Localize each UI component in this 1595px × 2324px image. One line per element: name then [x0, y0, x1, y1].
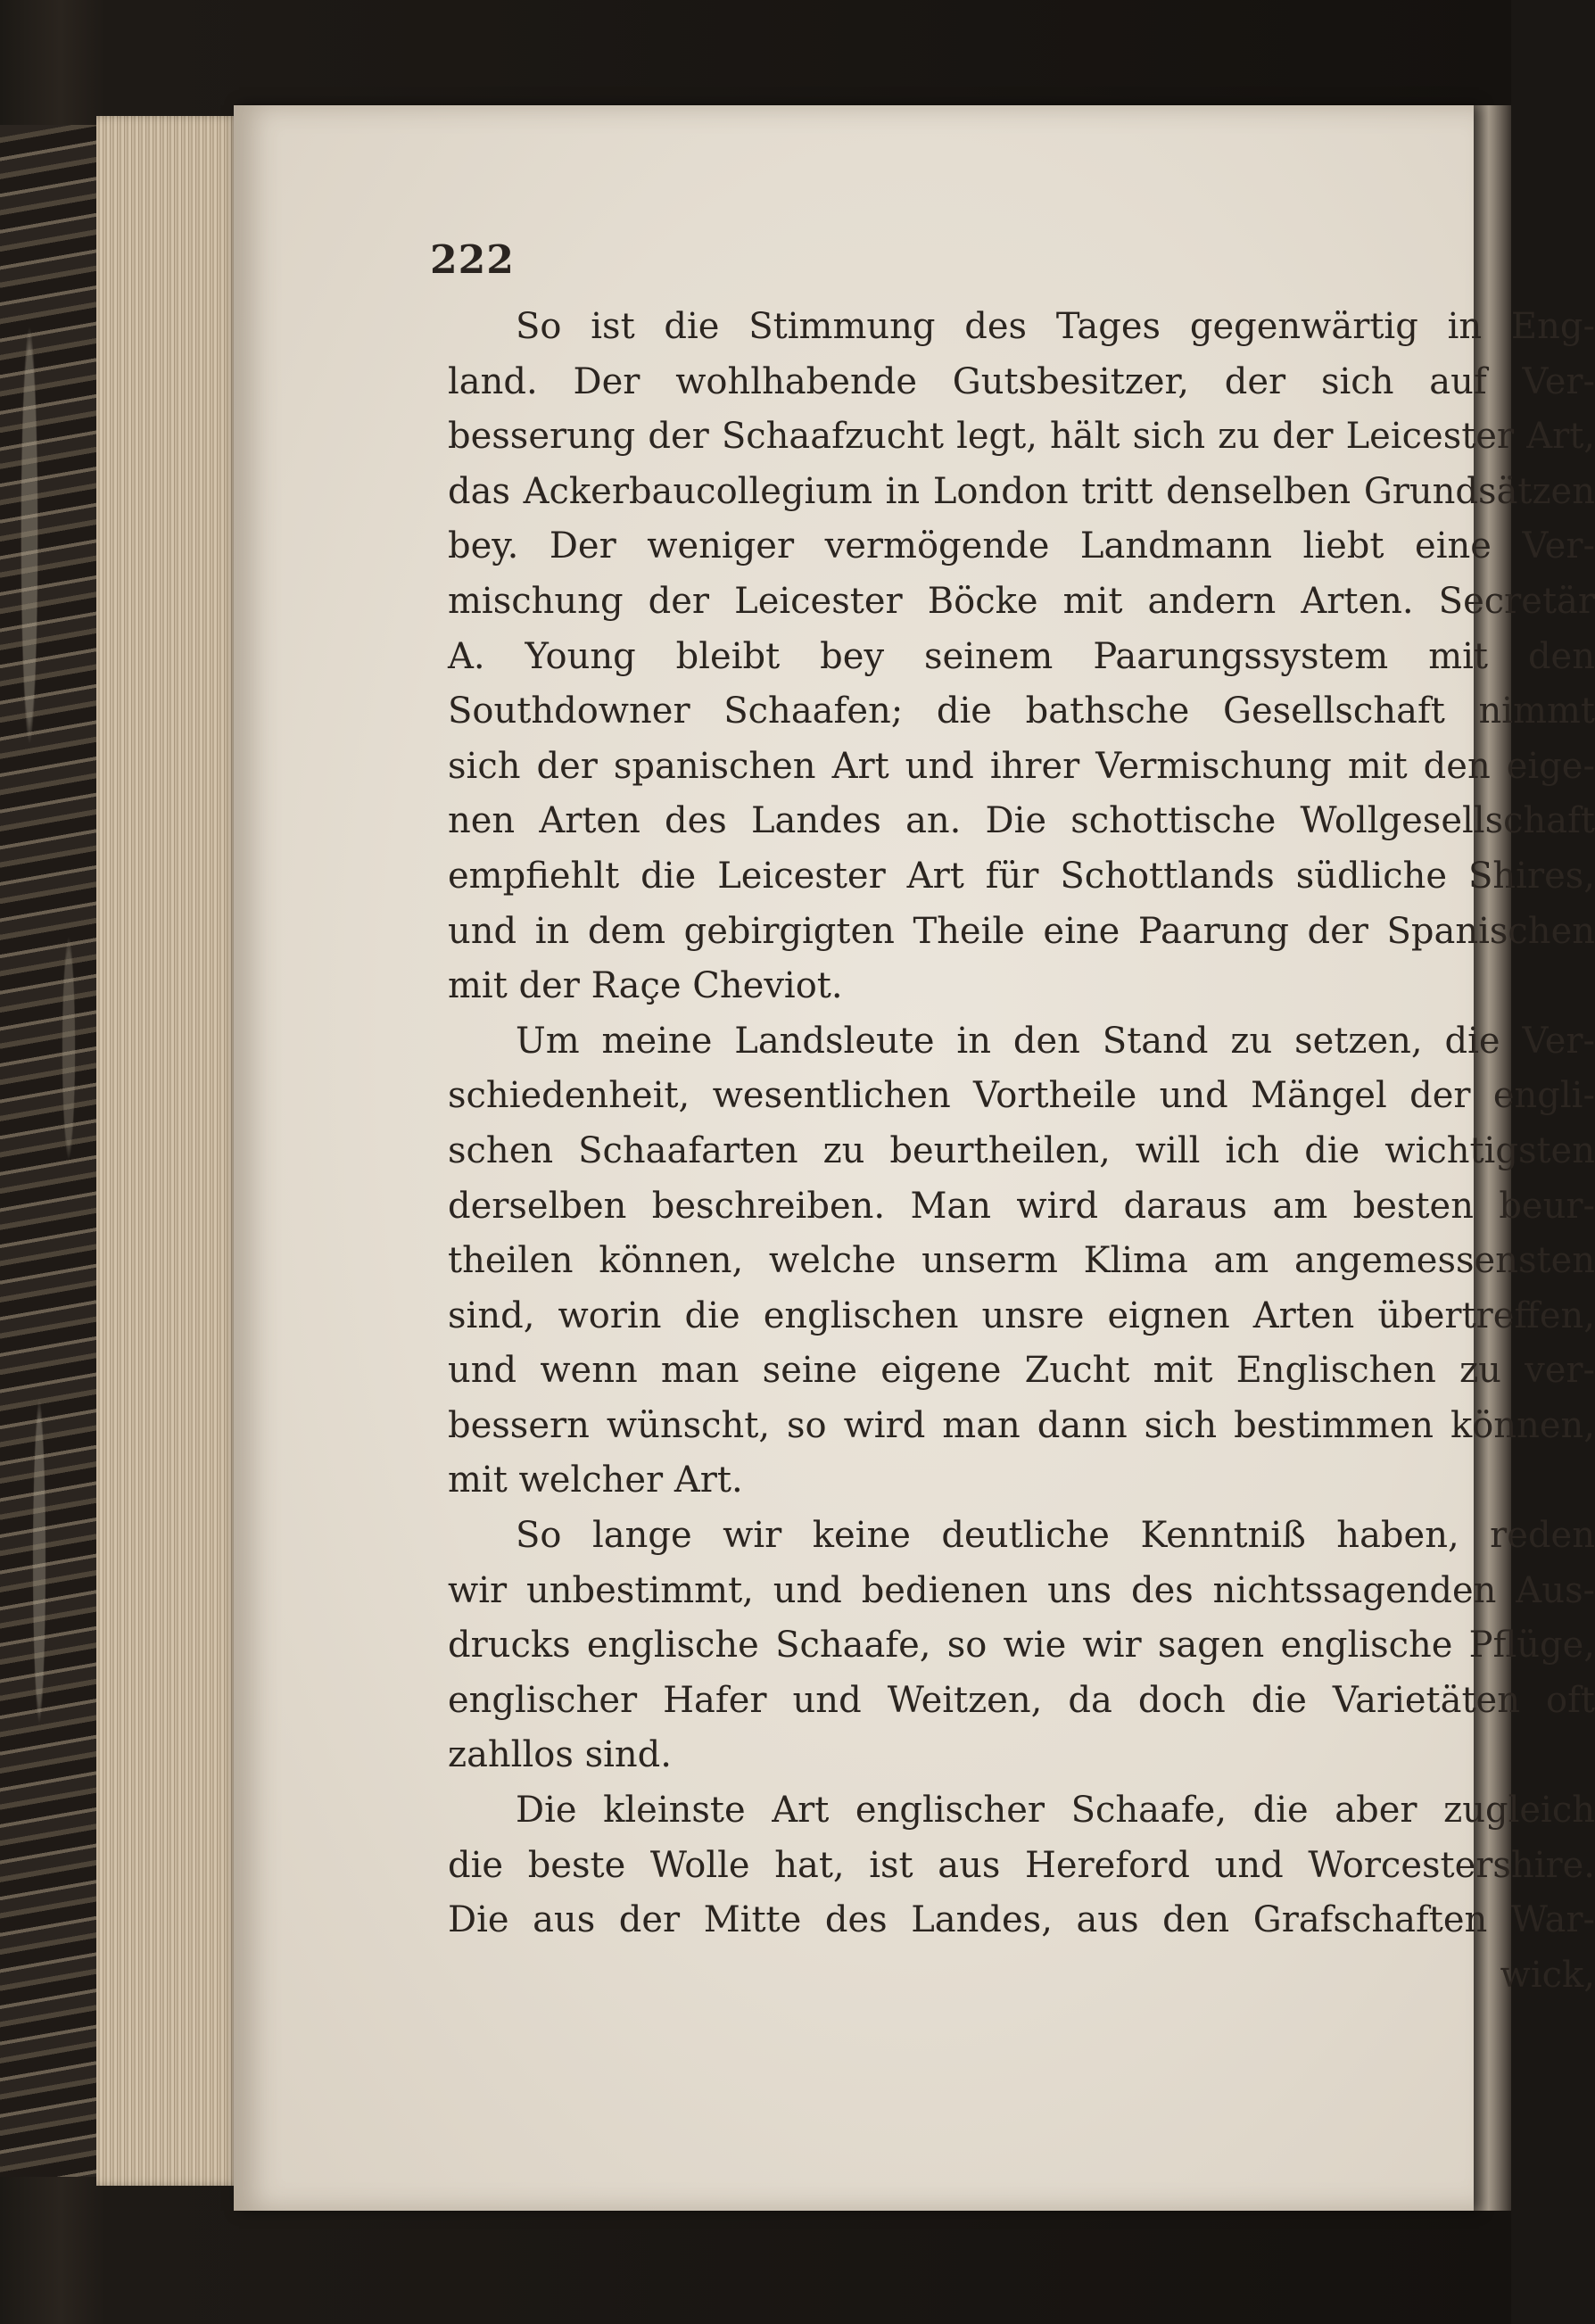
text-line: bey. Der weniger vermögende Landmann liebt eine Ver-	[448, 525, 1595, 567]
text-line: mit der Raçe Cheviot.	[448, 965, 843, 1007]
text-line: wir unbestimmt, und bedienen uns des nichtssagenden Aus-	[448, 1569, 1595, 1611]
text-line: So ist die Stimmung des Tages gegenwärtig in Eng-	[516, 306, 1595, 347]
text-line: nen Arten des Landes an. Die schottische Wollgesellschaft	[448, 800, 1595, 842]
text-line: mit welcher Art.	[448, 1460, 743, 1501]
text-line: A. Young bleibt bey seinem Paarungssystem mit den	[448, 635, 1595, 677]
text-line: besserung der Schaafzucht legt, hält sich zu der Leicester Art,	[448, 416, 1595, 458]
text-line: land. Der wohlhabende Gutsbesitzer, der sich auf Ver-	[448, 360, 1595, 402]
text-line: und wenn man seine eigene Zucht mit Englischen zu ver-	[448, 1350, 1595, 1392]
text-line: drucks englische Schaafe, so wie wir sagen englische Pflüge,	[448, 1625, 1595, 1666]
text-line: mischung der Leicester Böcke mit andern Arten. Secretär	[448, 580, 1595, 622]
text-line: englischer Hafer und Weitzen, da doch die Varietäten oft	[448, 1679, 1595, 1721]
text-line: schen Schaafarten zu beurtheilen, will ich die wichtigsten	[448, 1129, 1595, 1171]
text-line: empfiehlt die Leicester Art für Schottlands südliche Shires,	[448, 855, 1595, 897]
marbled-book-edge	[0, 125, 101, 2177]
text-line: Die aus der Mitte des Landes, aus den Grafschaften War-	[448, 1899, 1595, 1941]
catchword: wick,	[1500, 1954, 1595, 1996]
text-line: sich der spanischen Art und ihrer Vermischung mit den eige-	[448, 745, 1595, 787]
text-line: die beste Wolle hat, ist aus Hereford und Worcestershire.	[448, 1844, 1595, 1886]
text-line: Um meine Landsleute in den Stand zu setzen, die Ver-	[516, 1020, 1595, 1062]
page-stack-edge	[96, 116, 239, 2186]
page-number: 222	[430, 237, 515, 283]
text-line: und in dem gebirgigten Theile eine Paarung der Spanischen	[448, 910, 1595, 952]
text-line: theilen können, welche unserm Klima am angemessensten	[448, 1240, 1595, 1282]
body-text	[448, 300, 1595, 2003]
book-page	[234, 105, 1595, 2211]
text-line: sind, worin die englischen unsre eignen Arten übertreffen,	[448, 1294, 1595, 1336]
text-line: schiedenheit, wesentlichen Vortheile und Mängel der engli-	[448, 1075, 1595, 1117]
text-line: das Ackerbaucollegium in London tritt denselben Grundsätzen	[448, 470, 1595, 512]
text-line: So lange wir keine deutliche Kenntniß haben, reden	[516, 1515, 1595, 1557]
text-line: Die kleinste Art englischer Schaafe, die aber zugleich	[516, 1790, 1595, 1832]
text-line: bessern wünscht, so wird man dann sich bestimmen können,	[448, 1404, 1595, 1446]
text-line: Southdowner Schaafen; die bathsche Gesellschaft nimmt	[448, 691, 1595, 732]
text-line: zahllos sind.	[448, 1734, 672, 1776]
text-line: derselben beschreiben. Man wird daraus am besten beur-	[448, 1185, 1595, 1227]
